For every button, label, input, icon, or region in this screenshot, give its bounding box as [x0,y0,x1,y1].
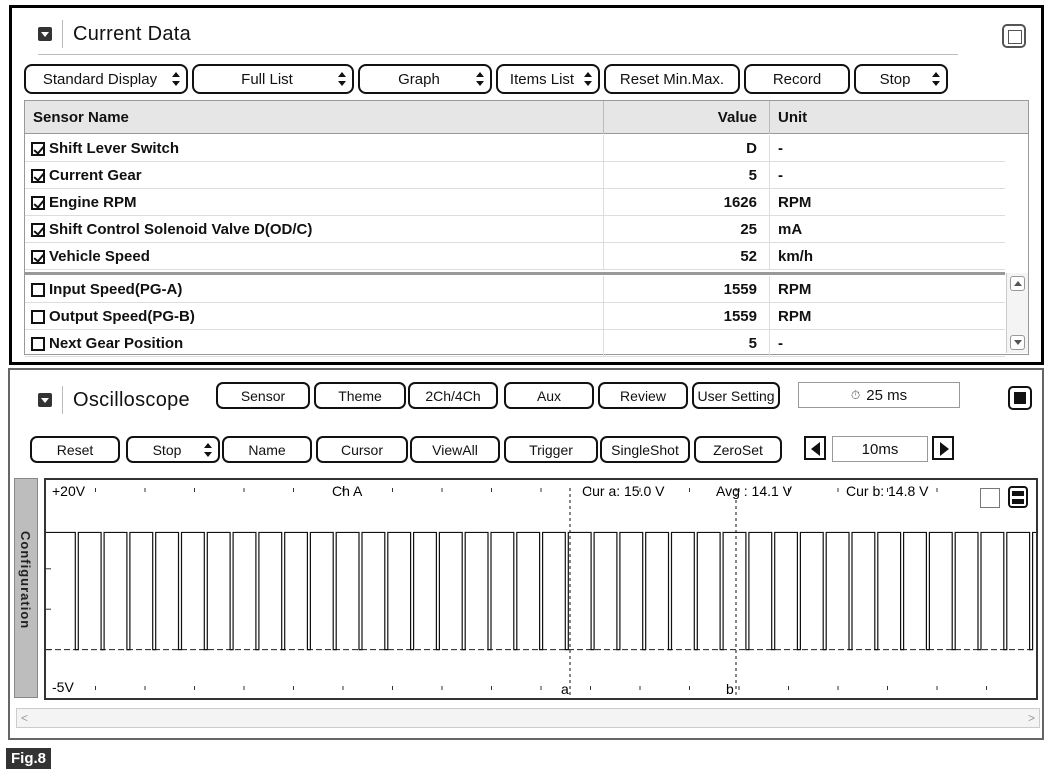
button-label: Graph [398,70,440,88]
osc-button-name[interactable] [222,436,312,463]
sensor-value: 5 [603,162,765,189]
sensor-name-cell [31,303,601,330]
sensor-name: Input Speed(PG-A) [49,281,183,298]
sensor-value: 52 [603,243,765,270]
selection-divider [25,272,1005,275]
time-div-display [832,436,928,462]
toolbar-button-items-list[interactable] [496,64,600,94]
button-label: Standard Display [42,70,158,88]
osc-button-2ch-4ch[interactable]: 2Ch/4Ch [408,382,498,409]
sensor-name: Shift Control Solenoid Valve D(OD/C) [49,221,313,238]
table-scrollbar[interactable] [1006,273,1028,353]
sensor-name-cell [31,216,601,243]
button-label: SingleShot [611,441,679,458]
sensor-name: Next Gear Position [49,335,184,352]
cursor-a-marker: a [561,681,569,697]
button-label: Stop [879,70,911,88]
osc-button-cursor[interactable] [316,436,408,463]
time-div-value: 10ms [861,440,899,458]
sensor-value: 5 [603,330,765,357]
sensor-name-cell [31,276,601,303]
button-label: Reset [56,441,94,458]
table-row[interactable] [25,162,1005,189]
sensor-unit: km/h [769,243,1005,270]
updown-arrow-icon [584,72,592,86]
scroll-up-icon[interactable] [1010,276,1025,291]
updown-arrow-icon [204,443,212,457]
column-header-unit[interactable]: Unit [769,101,1005,134]
sensor-value: 1559 [603,276,765,303]
current-data-panel [9,5,1044,365]
osc-button-sensor[interactable]: Sensor [216,382,310,409]
sensor-name-cell [31,330,601,357]
sensor-unit: - [769,162,1005,189]
figure-label: Fig.8 [6,748,51,769]
cursor-b-readout: Cur b: 14.8 V [846,483,929,499]
collapse-icon[interactable] [38,393,52,407]
table-row[interactable] [25,330,1005,357]
sensor-unit: RPM [769,303,1005,330]
button-label: Items List [509,70,575,88]
title-separator [62,386,63,414]
cursor-a-readout: Cur a: 15.0 V [582,483,665,499]
sample-rate-value: 25 ms [866,386,908,404]
osc-button-zeroset[interactable] [694,436,782,463]
oscilloscope-panel [8,368,1044,740]
y-min-label: -5V [52,679,74,695]
maximize-icon[interactable] [1002,24,1026,48]
button-label: Cursor [340,441,383,458]
button-label: Name [248,441,286,458]
updown-arrow-icon [476,72,484,86]
sensor-name: Output Speed(PG-B) [49,308,195,325]
title-separator [62,20,63,48]
collapse-icon[interactable] [38,27,52,41]
osc-button-theme[interactable]: Theme [314,382,406,409]
sensor-table [24,100,1029,355]
sensor-value: 25 [603,216,765,243]
panel-title: Oscilloscope [73,388,190,411]
sensor-checkbox[interactable] [31,250,45,264]
osc-button-user-setting[interactable]: User Setting [692,382,780,409]
sensor-unit: RPM [769,189,1005,216]
button-label: ZeroSet [713,441,763,458]
sensor-checkbox[interactable] [31,142,45,156]
sensor-unit: mA [769,216,1005,243]
sensor-checkbox[interactable] [31,196,45,210]
sensor-checkbox[interactable] [31,169,45,183]
timer-icon: ⏱ [850,387,861,402]
average-readout: Avg : 14.1 V [716,483,793,499]
toolbar-button-graph[interactable] [358,64,492,94]
sensor-unit: RPM [769,276,1005,303]
channel-toggle-checkbox[interactable] [980,488,1000,508]
table-row[interactable] [25,216,1005,243]
sensor-value: 1559 [603,303,765,330]
sensor-checkbox[interactable] [31,223,45,237]
sensor-name-cell [31,162,601,189]
scope-waveform [46,480,1036,698]
oscilloscope-titlebar [38,386,190,414]
osc-button-review[interactable]: Review [598,382,688,409]
osc-button-aux[interactable]: Aux [504,382,594,409]
sensor-name-cell [31,189,601,216]
toolbar-button-reset-min-max[interactable] [604,64,740,94]
waveform-trace [46,532,1036,649]
toolbar-button-full-list[interactable] [192,64,354,94]
title-underline [38,54,958,55]
y-max-label: +20V [52,483,86,499]
table-row[interactable] [25,303,1005,330]
osc-button-reset[interactable] [30,436,120,463]
sample-rate-display [798,382,960,408]
time-decrease-icon[interactable] [804,436,826,460]
cursor-b-marker: b [726,681,734,697]
sensor-name: Vehicle Speed [49,248,150,265]
column-header-value[interactable]: Value [603,101,765,134]
time-increase-icon[interactable] [932,436,954,460]
scroll-left-icon[interactable]: < [21,711,29,725]
sensor-checkbox[interactable] [31,337,45,351]
table-row[interactable] [25,276,1005,303]
scope-display[interactable] [44,478,1038,700]
osc-button-viewall[interactable] [410,436,500,463]
toolbar-button-standard-display[interactable] [24,64,188,94]
scroll-down-icon[interactable] [1010,335,1025,350]
sensor-value: 1626 [603,189,765,216]
updown-arrow-icon [338,72,346,86]
sensor-name-cell [31,135,601,162]
sensor-checkbox[interactable] [31,283,45,297]
updown-arrow-icon [172,72,180,86]
button-label: Full List [241,70,293,88]
split-view-icon[interactable] [1008,486,1028,508]
configuration-tab[interactable] [14,478,38,698]
osc-button-trigger[interactable] [504,436,598,463]
current-data-titlebar [38,20,191,48]
panel-title: Current Data [73,22,192,45]
table-row[interactable] [25,243,1005,270]
configuration-tab-label: Configuration [18,531,33,630]
sensor-checkbox[interactable] [31,310,45,324]
record-stop-icon[interactable] [1008,386,1032,410]
table-row[interactable] [25,135,1005,162]
button-label: Stop [152,441,182,458]
osc-button-stop[interactable] [126,436,220,463]
table-row[interactable] [25,189,1005,216]
scroll-right-icon[interactable]: > [1027,711,1035,725]
sensor-name: Current Gear [49,167,142,184]
channel-label: Ch A [332,483,363,499]
sensor-value: D [603,135,765,162]
toolbar-button-stop[interactable] [854,64,948,94]
sensor-name: Shift Lever Switch [49,140,180,157]
scope-horizontal-scrollbar[interactable] [16,708,1040,728]
sensor-unit: - [769,135,1005,162]
column-header-name[interactable]: Sensor Name [33,109,129,126]
toolbar-button-record[interactable] [744,64,850,94]
sensor-unit: - [769,330,1005,357]
button-label: Reset Min.Max. [619,70,725,88]
table-header [25,101,1028,134]
button-label: Trigger [529,441,573,458]
sensor-name-cell [31,243,601,270]
button-label: Record [772,70,822,88]
button-label: ViewAll [432,441,478,458]
sensor-name: Engine RPM [49,194,137,211]
osc-button-singleshot[interactable] [600,436,690,463]
updown-arrow-icon [932,72,940,86]
